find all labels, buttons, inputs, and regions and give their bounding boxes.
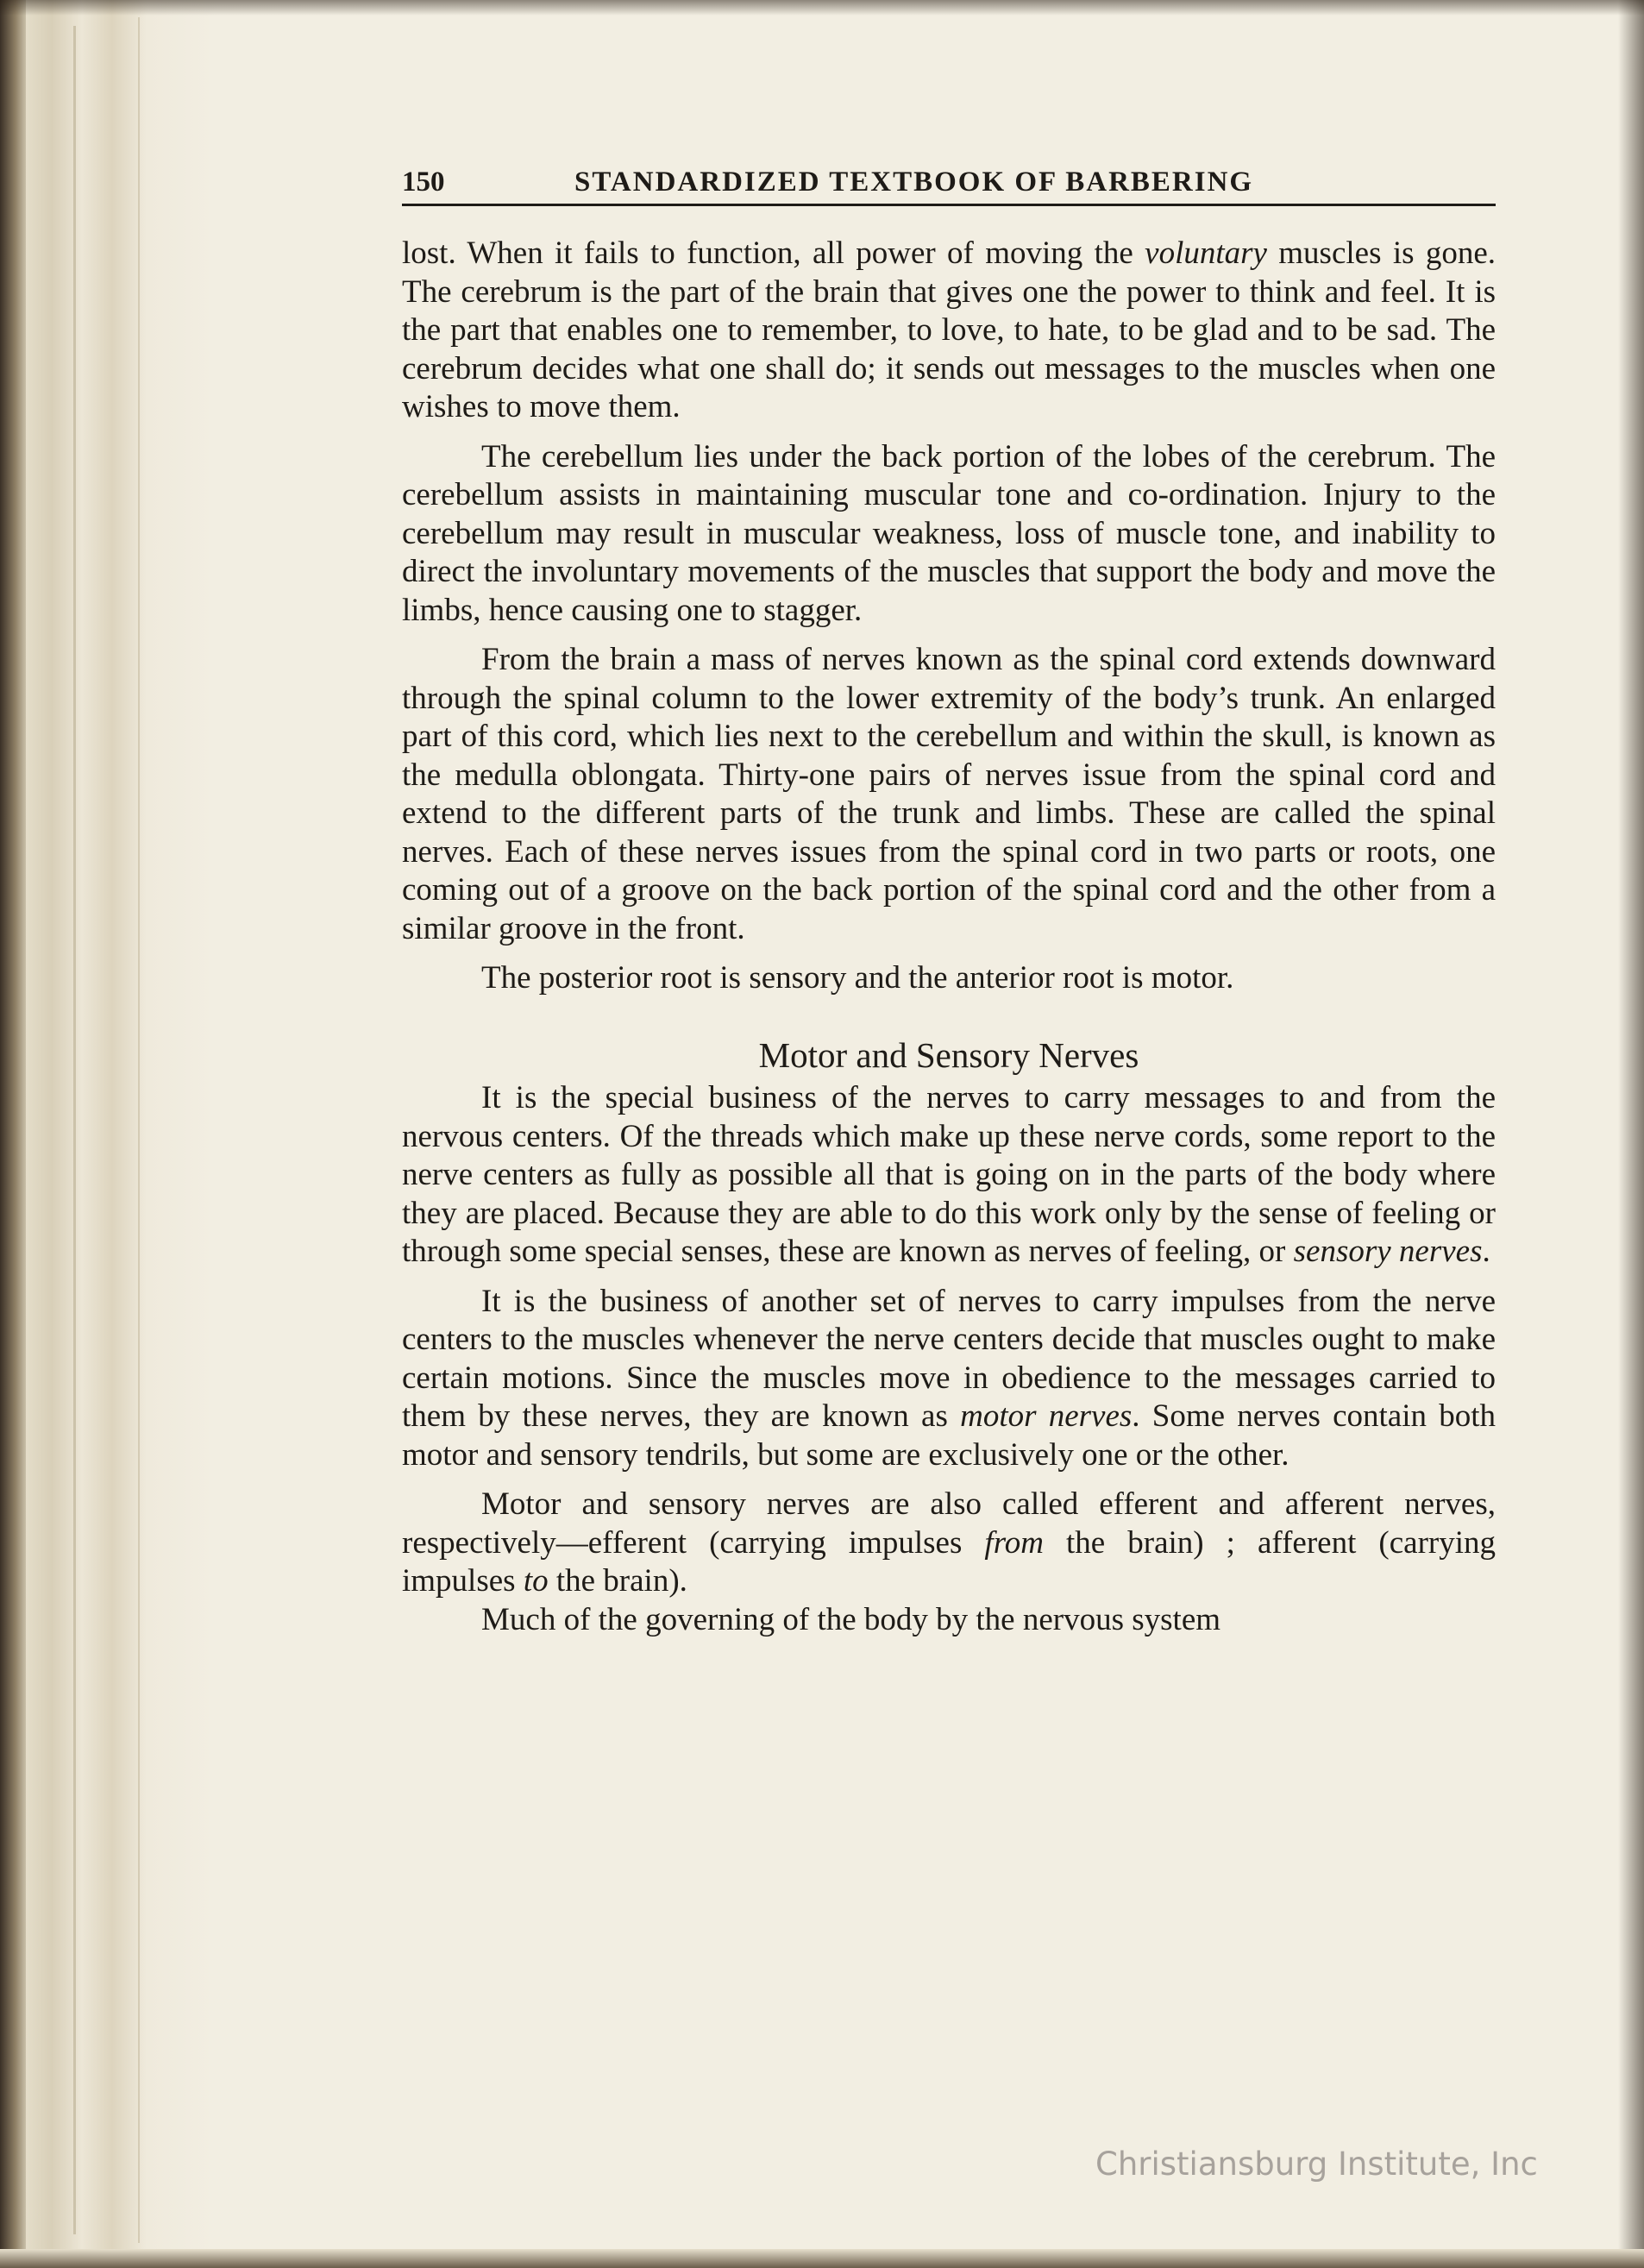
page-number: 150 bbox=[402, 166, 445, 198]
right-shadow bbox=[1618, 0, 1644, 2268]
paragraph-motor-nerves bbox=[402, 1283, 1496, 1475]
italic-term: voluntary bbox=[1145, 236, 1267, 271]
book-spine-edge bbox=[0, 0, 26, 2268]
top-shadow bbox=[0, 0, 1644, 16]
italic-term: sensory nerves bbox=[1293, 1234, 1483, 1269]
page-edge-stack bbox=[0, 0, 216, 2268]
paragraph-text: It is the business of another set of nerves to carry impulses from the nerve centers to the muscles whenever the nerve centers decide that muscles ought to make certain motions. Since the muscles move in obedience to the messages carried to them by these nerves, they are known as bbox=[402, 1283, 1496, 1434]
paragraph-text: . bbox=[1482, 1234, 1490, 1269]
paragraph-text: lost. When it fails to function, all power of moving the bbox=[402, 236, 1145, 271]
paragraph-text: It is the special business of the nerves to carry messages to and from the nervous centers. Of the threads which make up these nerve cords, some report to the nerve centers as fully as possible all that is going on in the parts of the body where they are placed. Because they are able to do this work only by the sense of feeling or through some special senses, these are known as nerves of feeling, or bbox=[402, 1080, 1496, 1269]
paragraph-roots: The posterior root is sensory and the anterior root is motor. bbox=[481, 960, 1234, 996]
paragraph-governing: Much of the governing of the body by the nervous system bbox=[481, 1601, 1221, 1637]
page-body bbox=[402, 235, 1496, 1650]
italic-term: to bbox=[523, 1563, 549, 1599]
paragraph-text: . Some nerves contain both motor and sensory tendrils, but some are exclusively one or the other. bbox=[402, 1398, 1497, 1473]
paragraph-cerebellum: The cerebellum lies under the back portion of the lobes of the cerebrum. The cerebellum assists in maintaining muscular tone and co-ordination. Injury to the cerebellum may result in muscular weakness, loss of muscle tone, and inability to direct the involuntary movements of the muscles that support the body and move the limbs, hence causing one to stagger. bbox=[402, 438, 1496, 628]
bottom-edge bbox=[0, 2249, 1644, 2268]
paragraph-text: Motor and sensory nerves are also called efferent and afferent nerves, respectively—efferent (carrying impulses bbox=[402, 1486, 1496, 1561]
section-heading: Motor and Sensory Nerves bbox=[758, 1034, 1139, 1075]
paragraph-text: the brain) ; afferent (carrying impulses bbox=[402, 1524, 1496, 1599]
paragraph-text: the brain). bbox=[548, 1563, 687, 1599]
paragraph-sensory-nerves bbox=[402, 1079, 1496, 1272]
paragraph-efferent-afferent bbox=[402, 1486, 1496, 1601]
page-header bbox=[402, 160, 1496, 206]
italic-term: from bbox=[984, 1524, 1044, 1561]
paragraph-spinal-cord: From the brain a mass of nerves known as the spinal cord extends downward through the spinal column to the lower extremity of the body’s trunk. An enlarged part of this cord, which lies next to the cerebellum and within the skull, is known as the medulla oblongata. Thirty-one pairs of nerves issue from the spinal cord and extend to the different parts of the trunk and limbs. These are called the spinal nerves. Each of these nerves issues from the spinal cord in two parts or roots, one coming out of a groove on the back portion of the spinal cord and the other from a similar groove in the front. bbox=[402, 642, 1496, 946]
paragraph-cerebrum bbox=[402, 235, 1496, 427]
watermark: Christiansburg Institute, Inc bbox=[1095, 2145, 1538, 2183]
paragraph-text: muscles is gone. The cerebrum is the part of the brain that gives one the power to think and feel. It is the part that enables one to remember, to love, to hate, to be glad and to be sad. The cerebrum decides what one shall do; it sends out messages to the muscles when one wishes to move them. bbox=[402, 236, 1496, 424]
italic-term: motor nerves bbox=[960, 1398, 1133, 1434]
running-title: STANDARDIZED TEXTBOOK OF BARBERING bbox=[574, 166, 1254, 198]
